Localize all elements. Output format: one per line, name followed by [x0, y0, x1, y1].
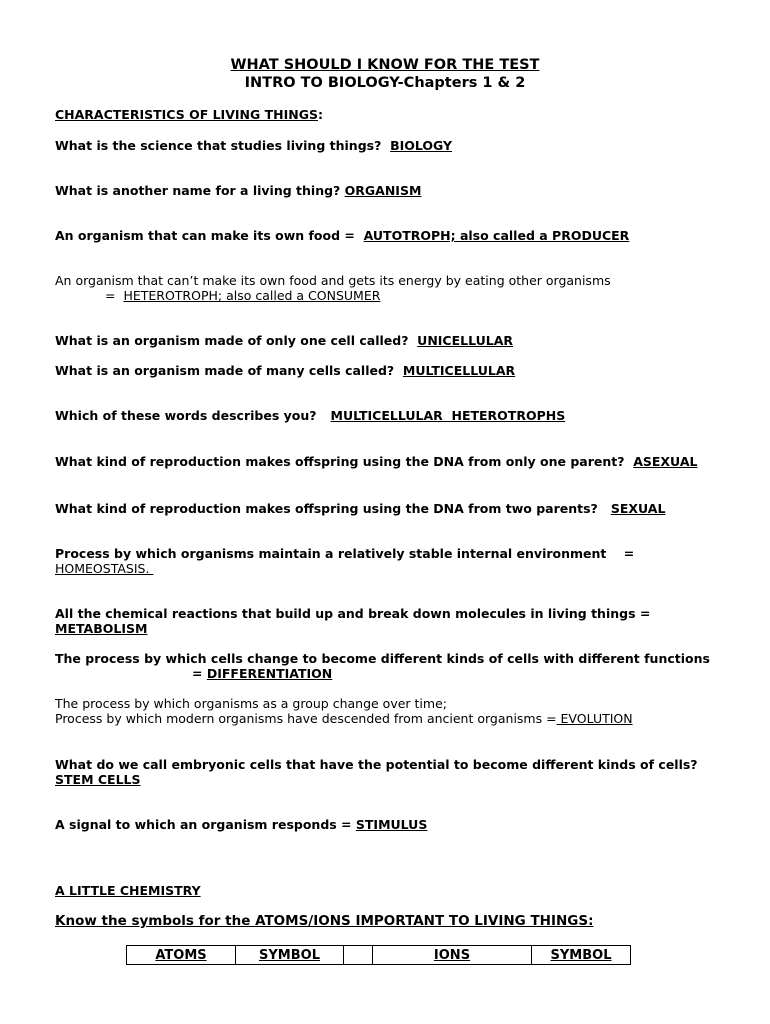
question-text: Process by which organisms maintain a relatively stable internal environment =: [55, 546, 635, 561]
answer-text: MULTICELLULAR HETEROTROPHS: [330, 408, 566, 423]
answer-text: SEXUAL: [610, 501, 666, 516]
answer-text: METABOLISM: [55, 621, 148, 636]
answer-metabolism: [55, 621, 147, 636]
section-heading-chemistry: [55, 883, 201, 898]
answer-text: EVOLUTION: [556, 711, 633, 726]
question-heterotroph: [55, 273, 611, 288]
title-line-2: INTRO TO BIOLOGY-Chapters 1 & 2: [244, 75, 526, 91]
question-text: All the chemical reactions that build up and break down molecules in living things =: [55, 606, 651, 621]
question-text: What kind of reproduction makes offspring using the DNA from only one parent?: [55, 454, 625, 469]
answer-text: MULTICELLULAR: [402, 363, 516, 378]
section-heading-colon: :: [317, 107, 323, 122]
question-text: What is another name for a living thing?: [55, 183, 341, 198]
question-autotroph: [55, 228, 629, 243]
question-metabolism: [55, 606, 650, 621]
answer-differentiation: [192, 666, 332, 681]
section-heading-characteristics: [55, 107, 323, 122]
question-text: What kind of reproduction makes offspring using the DNA from two parents?: [55, 501, 598, 516]
answer-text: BIOLOGY: [390, 138, 453, 153]
equals-sign: =: [105, 288, 116, 303]
question-living-thing: [55, 183, 421, 198]
question-text: The process by which cells change to become different kinds of cells with different functions: [55, 651, 710, 666]
question-text: What is an organism made of only one cell called?: [55, 333, 409, 348]
section-heading-text: CHARACTERISTICS OF LIVING THINGS: [55, 107, 318, 122]
question-text: An organism that can’t make its own food and gets its energy by eating other organisms: [55, 273, 611, 288]
question-text: Process by which modern organisms have descended from ancient organisms =: [55, 711, 557, 726]
question-asexual: [55, 454, 697, 469]
question-text: What is the science that studies living things?: [55, 138, 382, 153]
answer-text: UNICELLULAR: [417, 333, 514, 348]
question-text: The process by which organisms as a group change over time;: [55, 696, 447, 711]
question-unicellular: [55, 333, 513, 348]
table-header-row: [127, 946, 631, 965]
question-text: An organism that can make its own food =: [55, 228, 355, 243]
header-ion-symbol: SYMBOL: [532, 946, 631, 965]
answer-text: ASEXUAL: [633, 454, 698, 469]
header-ions: IONS: [373, 946, 532, 965]
answer-text: HETEROTROPH; also called a CONSUMER: [123, 288, 381, 303]
chemistry-subheading: [55, 913, 593, 929]
subheading-text: Know the symbols for the ATOMS/IONS IMPORTANT TO LIVING THINGS:: [55, 913, 594, 929]
question-differentiation: [55, 651, 710, 666]
question-text: A signal to which an organism responds =: [55, 817, 352, 832]
answer-stem-cells: [55, 772, 141, 787]
question-evolution-line-1: [55, 696, 447, 711]
question-stem-cells: [55, 757, 698, 772]
atoms-ions-table: [126, 945, 631, 965]
answer-text: STEM CELLS: [55, 772, 141, 787]
section-heading-text: A LITTLE CHEMISTRY: [55, 883, 201, 898]
equals-sign: =: [192, 666, 203, 681]
answer-text: ORGANISM: [344, 183, 422, 198]
answer-homeostasis: [55, 561, 153, 576]
question-sexual: [55, 501, 665, 516]
header-atom-symbol: SYMBOL: [236, 946, 344, 965]
answer-text: DIFFERENTIATION: [206, 666, 333, 681]
document-title: [0, 56, 770, 92]
answer-text: STIMULUS: [355, 817, 428, 832]
question-text: What is an organism made of many cells called?: [55, 363, 395, 378]
title-line-1: WHAT SHOULD I KNOW FOR THE TEST: [230, 57, 540, 73]
header-atoms: ATOMS: [127, 946, 236, 965]
question-stimulus: [55, 817, 427, 832]
answer-heterotroph: [105, 288, 380, 303]
question-homeostasis: [55, 546, 634, 561]
answer-text: HOMEOSTASIS.: [55, 561, 154, 576]
question-text: Which of these words describes you?: [55, 408, 317, 423]
question-text: What do we call embryonic cells that have the potential to become different kinds of cells?: [55, 757, 698, 772]
answer-text: AUTOTROPH; also called a PRODUCER: [363, 228, 630, 243]
question-multicellular: [55, 363, 515, 378]
question-evolution-line-2: [55, 711, 633, 726]
question-describes-you: [55, 408, 565, 423]
question-science: [55, 138, 452, 153]
header-spacer: [344, 946, 373, 965]
